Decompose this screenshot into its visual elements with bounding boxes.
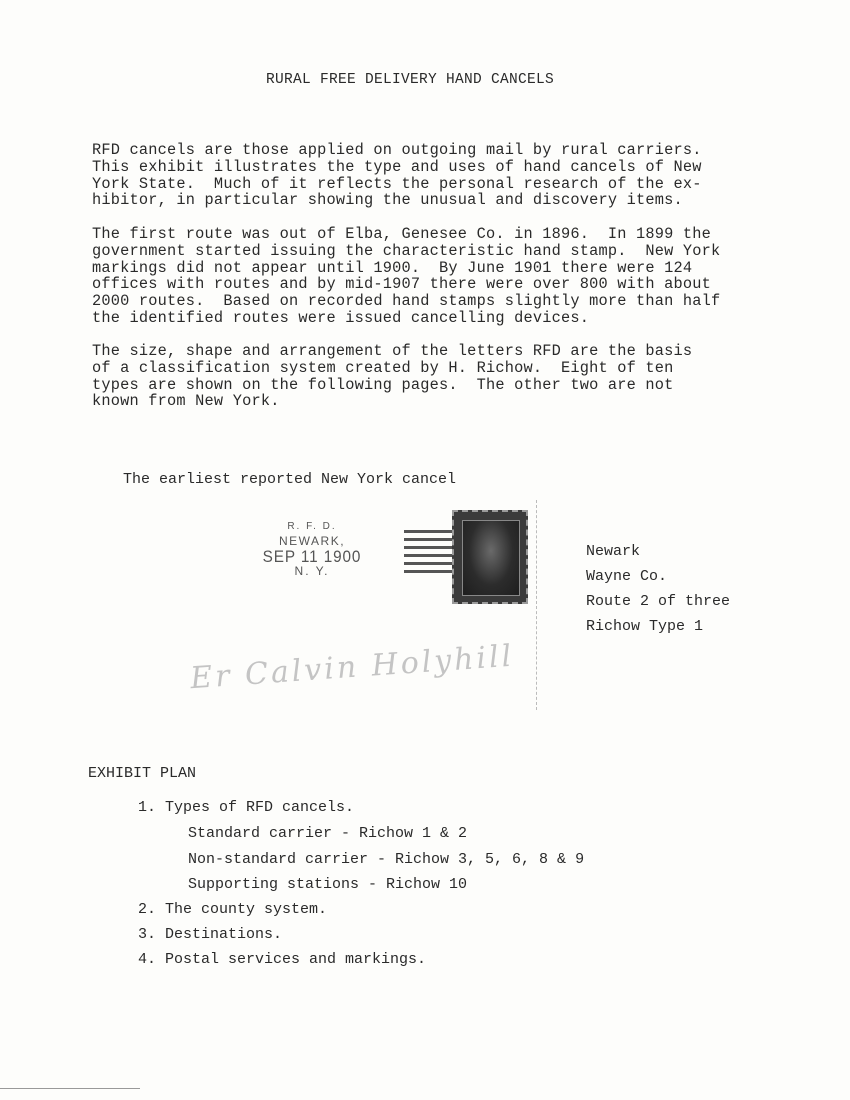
rfd-cancel-marking bbox=[252, 519, 372, 579]
classification-paragraph: The size, shape and arrangement of the letters RFD are the basis of a classification system created by H. Richow. Eight of ten types are shown on the following pages. The other two are not known from New York. bbox=[92, 342, 693, 411]
history-paragraph: The first route was out of Elba, Genesee Co. in 1896. In 1899 the government started issuing the characteristic hand stamp. New York markings did not appear until 1900. By June 1901 there were 124 offices with routes and by mid-1907 there were over 800 with about 2000 routes. Based on recorded hand stamps slightly more than half the identified routes were issued cancelling devices. bbox=[92, 225, 721, 327]
plan-subitem-1: Standard carrier - Richow 1 & 2 bbox=[188, 825, 468, 842]
cover-info-type: Richow Type 1 bbox=[586, 618, 704, 635]
exhibit-plan-heading: EXHIBIT PLAN bbox=[88, 765, 197, 782]
cancel-rfd-text: R. F. D. bbox=[287, 521, 337, 532]
intro-paragraph: RFD cancels are those applied on outgoing mail by rural carriers. This exhibit illustrates the type and uses of hand cancels of New York State. Much of it reflects the personal research of the ex- hibitor, in particular showing the unusual and discovery items. bbox=[92, 141, 702, 210]
cover-edge-line bbox=[536, 500, 537, 710]
handwritten-signature: Er Calvin Holyhill bbox=[189, 638, 516, 697]
plan-item-4: 4. Postal services and markings. bbox=[138, 951, 427, 968]
cancel-city-text: NEWARK, bbox=[278, 534, 346, 548]
plan-subitem-3: Supporting stations - Richow 10 bbox=[188, 876, 468, 893]
page-edge-line bbox=[0, 1088, 140, 1089]
plan-item-2: 2. The county system. bbox=[138, 901, 328, 918]
page-title: RURAL FREE DELIVERY HAND CANCELS bbox=[265, 72, 555, 88]
stamp-portrait bbox=[462, 520, 520, 596]
plan-item-3: 3. Destinations. bbox=[138, 926, 283, 943]
cover-info-county: Wayne Co. bbox=[586, 568, 668, 585]
plan-item-1: 1. Types of RFD cancels. bbox=[138, 799, 355, 816]
cover-info-route: Route 2 of three bbox=[586, 593, 731, 610]
cover-info-town: Newark bbox=[586, 543, 641, 560]
cancel-state-text: N. Y. bbox=[294, 564, 330, 578]
plan-subitem-2: Non-standard carrier - Richow 3, 5, 6, 8 & 9 bbox=[188, 851, 585, 868]
postage-stamp-image bbox=[452, 510, 528, 604]
cover-caption: The earliest reported New York cancel bbox=[123, 471, 457, 488]
cancel-date-text: SEP 11 1900 bbox=[262, 547, 362, 566]
